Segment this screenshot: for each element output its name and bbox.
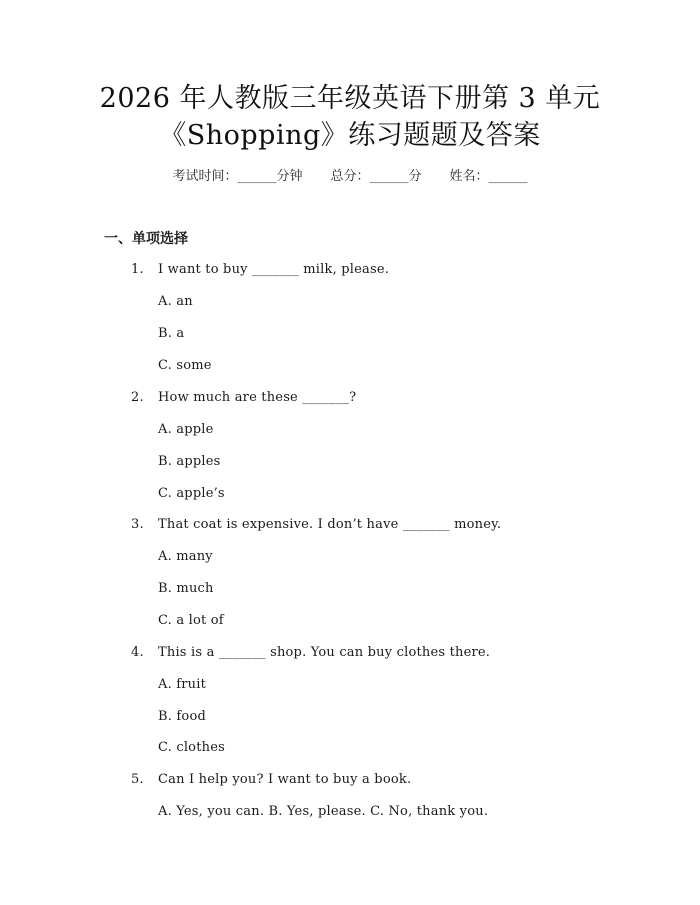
option-b: B. a <box>158 326 185 341</box>
question-5 <box>131 771 411 789</box>
exam-score-label: 总分：______分 <box>330 169 422 184</box>
option-b: B. apples <box>158 454 221 469</box>
option-c: C. some <box>158 358 212 373</box>
question-4 <box>131 644 490 662</box>
option-a: A. an <box>158 294 193 309</box>
options-inline: A. Yes, you can. B. Yes, please. C. No, thank you. <box>158 804 489 819</box>
question-1 <box>131 261 389 279</box>
option-c: C. apple’s <box>158 486 225 501</box>
document-title-line1: 2026 年人教版三年级英语下册第 3 单元 <box>99 83 601 114</box>
option-c: C. a lot of <box>158 613 224 628</box>
question-number: 2. <box>131 390 144 405</box>
document-title-line2: 《Shopping》练习题题及答案 <box>159 120 541 151</box>
question-number: 5. <box>131 772 144 787</box>
question-2 <box>131 389 356 407</box>
question-text: Can I help you? I want to buy a book. <box>158 772 412 787</box>
section-title: 一、单项选择 <box>104 231 188 247</box>
exam-info-line <box>0 168 700 186</box>
exam-time-label: 考试时间：______分钟 <box>172 169 303 184</box>
option-a: A. many <box>158 549 213 564</box>
question-text: That coat is expensive. I don’t have _______ money. <box>158 517 502 532</box>
exam-name-label: 姓名：______ <box>449 169 528 184</box>
option-a: A. fruit <box>158 677 207 692</box>
question-text: This is a _______ shop. You can buy clothes there. <box>158 645 491 660</box>
option-b: B. much <box>158 581 214 596</box>
option-c: C. clothes <box>158 740 225 755</box>
option-b: B. food <box>158 709 207 724</box>
question-text: I want to buy _______ milk, please. <box>158 262 390 277</box>
question-number: 1. <box>131 262 144 277</box>
question-3 <box>131 516 501 534</box>
question-number: 3. <box>131 517 144 532</box>
question-text: How much are these _______? <box>158 390 357 405</box>
option-a: A. apple <box>158 422 214 437</box>
question-number: 4. <box>131 645 144 660</box>
